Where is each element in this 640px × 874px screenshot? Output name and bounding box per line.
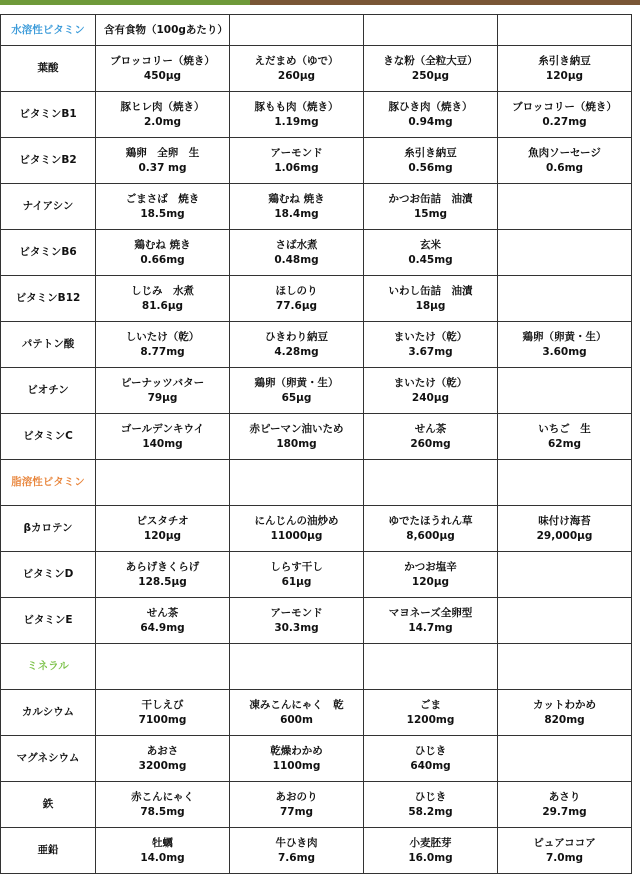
food-amount: 180mg xyxy=(276,437,317,450)
food-cell xyxy=(96,506,230,552)
nutrient-row xyxy=(1,92,632,138)
food-name: 鶏卵（卵黄・生） xyxy=(254,376,339,389)
section-header-row xyxy=(1,644,632,690)
food-cell xyxy=(230,138,364,184)
food-cell xyxy=(230,184,364,230)
food-amount: 18.5mg xyxy=(140,207,185,220)
food-amount: 64.9mg xyxy=(140,621,185,634)
food-cell xyxy=(364,414,498,460)
section-title: 水溶性ビタミン xyxy=(11,23,85,36)
nutrient-name: ビタミンB6 xyxy=(1,230,96,276)
food-name: あおのり xyxy=(275,790,318,803)
section-title: 脂溶性ビタミン xyxy=(11,476,85,488)
food-cell xyxy=(96,230,230,276)
food-name: 鶏卵 全卵 生 xyxy=(125,146,200,159)
food-amount: 7.0mg xyxy=(545,851,584,864)
empty-cell xyxy=(96,460,230,506)
food-cell xyxy=(230,690,364,736)
food-name: 小麦胚芽 xyxy=(409,836,452,849)
food-amount: 600m xyxy=(280,713,313,726)
food-amount: 240μg xyxy=(411,391,450,404)
nutrient-row xyxy=(1,690,632,736)
food-amount: 58.2mg xyxy=(408,805,453,818)
nutrient-name: ビタミンC xyxy=(1,414,96,460)
food-name: 鶏むね 焼き xyxy=(268,192,325,205)
food-cell xyxy=(96,690,230,736)
food-cell xyxy=(364,828,498,874)
food-amount: 77.6μg xyxy=(275,299,318,312)
food-name: 牡蠣 xyxy=(152,836,173,849)
food-name: ひきわり納豆 xyxy=(265,330,328,343)
food-name: マヨネーズ全卵型 xyxy=(388,606,473,619)
food-name: まいたけ（乾） xyxy=(393,376,468,389)
food-name: いわし缶詰 油漬 xyxy=(388,284,473,297)
food-cell xyxy=(96,46,230,92)
nutrient-name: パテトン酸 xyxy=(1,322,96,368)
empty-header-cell xyxy=(230,15,364,46)
food-cell xyxy=(498,828,632,874)
food-cell xyxy=(498,322,632,368)
food-cell xyxy=(230,828,364,874)
food-name: しいたけ（乾） xyxy=(125,330,200,343)
food-amount: 0.94mg xyxy=(408,115,453,128)
food-amount: 250μg xyxy=(411,69,450,82)
food-cell xyxy=(230,46,364,92)
food-name: 糸引き納豆 xyxy=(404,146,457,159)
food-cell xyxy=(364,184,498,230)
food-cell xyxy=(364,322,498,368)
food-cell xyxy=(230,276,364,322)
food-amount: 120μg xyxy=(411,575,450,588)
food-cell xyxy=(498,276,632,322)
food-amount: 7.6mg xyxy=(277,851,316,864)
nutrient-name: マグネシウム xyxy=(1,736,96,782)
nutrient-table xyxy=(0,14,632,874)
food-name: ごま xyxy=(420,698,441,711)
food-name: 糸引き納豆 xyxy=(538,54,591,67)
food-amount: 18μg xyxy=(415,299,446,312)
food-amount: 30.3mg xyxy=(274,621,319,634)
food-cell xyxy=(96,138,230,184)
food-cell xyxy=(364,598,498,644)
empty-cell xyxy=(96,644,230,690)
food-amount: 3.67mg xyxy=(408,345,453,358)
food-name: しじみ 水煮 xyxy=(131,284,194,297)
food-cell xyxy=(498,598,632,644)
food-amount: 820mg xyxy=(544,713,585,726)
nutrient-row xyxy=(1,184,632,230)
food-cell xyxy=(498,368,632,414)
food-name: しらす干し xyxy=(270,560,323,573)
food-name: 乾燥わかめ xyxy=(270,744,323,757)
food-cell xyxy=(364,736,498,782)
food-amount: 0.6mg xyxy=(545,161,584,174)
food-amount: 61μg xyxy=(281,575,312,588)
food-name: ピスタチオ xyxy=(136,514,189,527)
food-amount: 1.06mg xyxy=(274,161,319,174)
food-amount: 120μg xyxy=(143,529,182,542)
food-name: 牛ひき肉 xyxy=(275,836,318,849)
food-name: ひじき xyxy=(414,790,447,803)
nutrient-name: ビタミンE xyxy=(1,598,96,644)
food-column-header: 含有食物（100gあたり） xyxy=(96,15,230,46)
food-cell xyxy=(230,92,364,138)
empty-cell xyxy=(364,644,498,690)
food-cell xyxy=(498,690,632,736)
food-amount: 140mg xyxy=(142,437,183,450)
nutrient-row xyxy=(1,230,632,276)
food-cell xyxy=(230,322,364,368)
food-amount: 16.0mg xyxy=(408,851,453,864)
section-label-water-soluble xyxy=(1,15,96,46)
nutrient-name: カルシウム xyxy=(1,690,96,736)
nutrient-row xyxy=(1,138,632,184)
food-name: かつお缶詰 油漬 xyxy=(388,192,473,205)
food-cell xyxy=(96,322,230,368)
food-amount: 77mg xyxy=(279,805,314,818)
empty-cell xyxy=(498,460,632,506)
food-cell xyxy=(230,506,364,552)
food-cell xyxy=(498,230,632,276)
food-amount: 15mg xyxy=(413,207,448,220)
food-name: せん茶 xyxy=(146,606,179,619)
food-cell xyxy=(364,690,498,736)
food-amount: 18.4mg xyxy=(274,207,319,220)
food-amount: 0.45mg xyxy=(408,253,453,266)
food-name: ゆでたほうれん草 xyxy=(388,514,473,527)
food-name: ブロッコリー（焼き） xyxy=(110,54,215,67)
nutrient-row xyxy=(1,276,632,322)
nutrient-row xyxy=(1,414,632,460)
food-amount: 8,600μg xyxy=(406,529,455,542)
empty-cell xyxy=(230,460,364,506)
food-name: アーモンド xyxy=(270,606,323,619)
food-amount: 29.7mg xyxy=(542,805,587,818)
food-amount: 78.5mg xyxy=(140,805,185,818)
food-cell xyxy=(96,552,230,598)
food-name: かつお塩辛 xyxy=(404,560,457,573)
food-name: 鶏卵（卵黄・生） xyxy=(522,330,607,343)
food-name: えだまめ（ゆで） xyxy=(254,54,339,67)
food-name: 赤こんにゃく xyxy=(131,790,194,803)
nutrient-name: 葉酸 xyxy=(1,46,96,92)
food-amount: 3.60mg xyxy=(542,345,587,358)
food-name: きな粉（全粒大豆） xyxy=(383,54,478,67)
food-amount: 640mg xyxy=(410,759,451,772)
food-cell xyxy=(96,598,230,644)
nutrient-row xyxy=(1,736,632,782)
food-amount: 260mg xyxy=(410,437,451,450)
nutrient-row xyxy=(1,506,632,552)
food-amount: 1.19mg xyxy=(274,115,319,128)
empty-header-cell xyxy=(498,15,632,46)
food-cell xyxy=(230,552,364,598)
section-label-cell xyxy=(1,644,96,690)
nutrient-row xyxy=(1,598,632,644)
food-amount: 62mg xyxy=(547,437,582,450)
food-amount: 128.5μg xyxy=(138,575,187,588)
food-name: アーモンド xyxy=(270,146,323,159)
food-cell xyxy=(364,92,498,138)
food-cell xyxy=(498,138,632,184)
food-cell xyxy=(498,46,632,92)
section-title: ミネラル xyxy=(27,660,69,672)
food-cell xyxy=(498,92,632,138)
food-name: あさり xyxy=(548,790,581,803)
food-cell xyxy=(96,368,230,414)
accent-bar-green xyxy=(0,0,250,5)
food-cell xyxy=(364,368,498,414)
nutrient-row xyxy=(1,368,632,414)
food-amount: 0.48mg xyxy=(274,253,319,266)
empty-cell xyxy=(230,644,364,690)
food-amount: 2.0mg xyxy=(143,115,182,128)
food-amount: 0.27mg xyxy=(542,115,587,128)
food-amount: 3200mg xyxy=(138,759,187,772)
food-name: 豚ひき肉（焼き） xyxy=(388,100,473,113)
food-cell xyxy=(96,276,230,322)
food-name: 豚もも肉（焼き） xyxy=(254,100,339,113)
nutrient-name: ビタミンB12 xyxy=(1,276,96,322)
food-name: 赤ピーマン油いため xyxy=(249,422,344,435)
food-name: ブロッコリー（焼き） xyxy=(512,100,617,113)
food-cell xyxy=(498,782,632,828)
food-name: 干しえび xyxy=(141,698,184,711)
food-amount: 260μg xyxy=(277,69,316,82)
food-amount: 79μg xyxy=(147,391,178,404)
food-amount: 4.28mg xyxy=(274,345,319,358)
food-amount: 8.77mg xyxy=(140,345,185,358)
food-cell xyxy=(96,92,230,138)
food-amount: 0.66mg xyxy=(140,253,185,266)
food-amount: 0.56mg xyxy=(408,161,453,174)
food-amount: 1200mg xyxy=(406,713,455,726)
food-amount: 450μg xyxy=(143,69,182,82)
nutrient-row xyxy=(1,46,632,92)
food-cell xyxy=(230,598,364,644)
food-cell xyxy=(498,552,632,598)
food-name: あらげきくらげ xyxy=(125,560,200,573)
nutrient-name: 亜鉛 xyxy=(1,828,96,874)
food-amount: 29,000μg xyxy=(536,529,593,542)
food-amount: 14.0mg xyxy=(140,851,185,864)
section-header-row xyxy=(1,460,632,506)
food-name: まいたけ（乾） xyxy=(393,330,468,343)
food-amount: 1100mg xyxy=(272,759,321,772)
food-cell xyxy=(498,414,632,460)
nutrient-row xyxy=(1,322,632,368)
food-cell xyxy=(96,414,230,460)
food-name: 魚肉ソーセージ xyxy=(528,146,601,159)
food-cell xyxy=(364,276,498,322)
section-label-cell xyxy=(1,460,96,506)
food-name: さば水煮 xyxy=(275,238,318,251)
nutrient-name: ビタミンB2 xyxy=(1,138,96,184)
food-cell xyxy=(230,230,364,276)
empty-cell xyxy=(498,644,632,690)
food-amount: 11000μg xyxy=(270,529,323,542)
food-name: ピーナッツバター xyxy=(120,376,205,389)
food-name: 玄米 xyxy=(420,238,441,251)
food-name: ゴールデンキウイ xyxy=(120,422,205,435)
food-amount: 81.6μg xyxy=(141,299,184,312)
empty-cell xyxy=(364,460,498,506)
table-header-row xyxy=(1,15,632,46)
food-cell xyxy=(230,782,364,828)
food-cell xyxy=(230,736,364,782)
food-name: ひじき xyxy=(414,744,447,757)
food-cell xyxy=(364,138,498,184)
nutrient-name: ビオチン xyxy=(1,368,96,414)
food-cell xyxy=(498,506,632,552)
food-cell xyxy=(364,552,498,598)
food-cell xyxy=(364,230,498,276)
food-cell xyxy=(498,184,632,230)
food-cell xyxy=(230,414,364,460)
food-name: カットわかめ xyxy=(533,698,596,711)
nutrient-row xyxy=(1,552,632,598)
food-name: 味付け海苔 xyxy=(538,514,591,527)
food-cell xyxy=(230,368,364,414)
food-name: いちご 生 xyxy=(538,422,591,435)
nutrient-row xyxy=(1,828,632,874)
food-name: 豚ヒレ肉（焼き） xyxy=(120,100,205,113)
food-name: 鶏むね 焼き xyxy=(134,238,191,251)
food-name: ピュアココア xyxy=(533,836,596,849)
nutrient-row xyxy=(1,782,632,828)
food-amount: 0.37 mg xyxy=(138,161,187,174)
food-amount: 120μg xyxy=(545,69,584,82)
food-name: せん茶 xyxy=(414,422,447,435)
food-name: あおさ xyxy=(146,744,179,757)
food-amount: 7100mg xyxy=(138,713,187,726)
nutrient-name: βカロテン xyxy=(1,506,96,552)
top-accent-bar xyxy=(0,0,640,10)
nutrient-name: 鉄 xyxy=(1,782,96,828)
food-cell xyxy=(96,184,230,230)
food-cell xyxy=(364,46,498,92)
food-amount: 65μg xyxy=(281,391,312,404)
empty-header-cell xyxy=(364,15,498,46)
food-cell xyxy=(364,506,498,552)
food-cell xyxy=(364,782,498,828)
food-cell xyxy=(96,828,230,874)
nutrient-name: ビタミンD xyxy=(1,552,96,598)
food-cell xyxy=(96,736,230,782)
food-cell xyxy=(498,736,632,782)
food-cell xyxy=(96,782,230,828)
nutrient-name: ナイアシン xyxy=(1,184,96,230)
food-name: ほしのり xyxy=(275,284,318,297)
food-name: 凍みこんにゃく 乾 xyxy=(249,698,344,711)
food-name: にんじんの油炒め xyxy=(254,514,339,527)
food-amount: 14.7mg xyxy=(408,621,453,634)
food-name: ごまさば 焼き xyxy=(125,192,200,205)
nutrient-name: ビタミンB1 xyxy=(1,92,96,138)
